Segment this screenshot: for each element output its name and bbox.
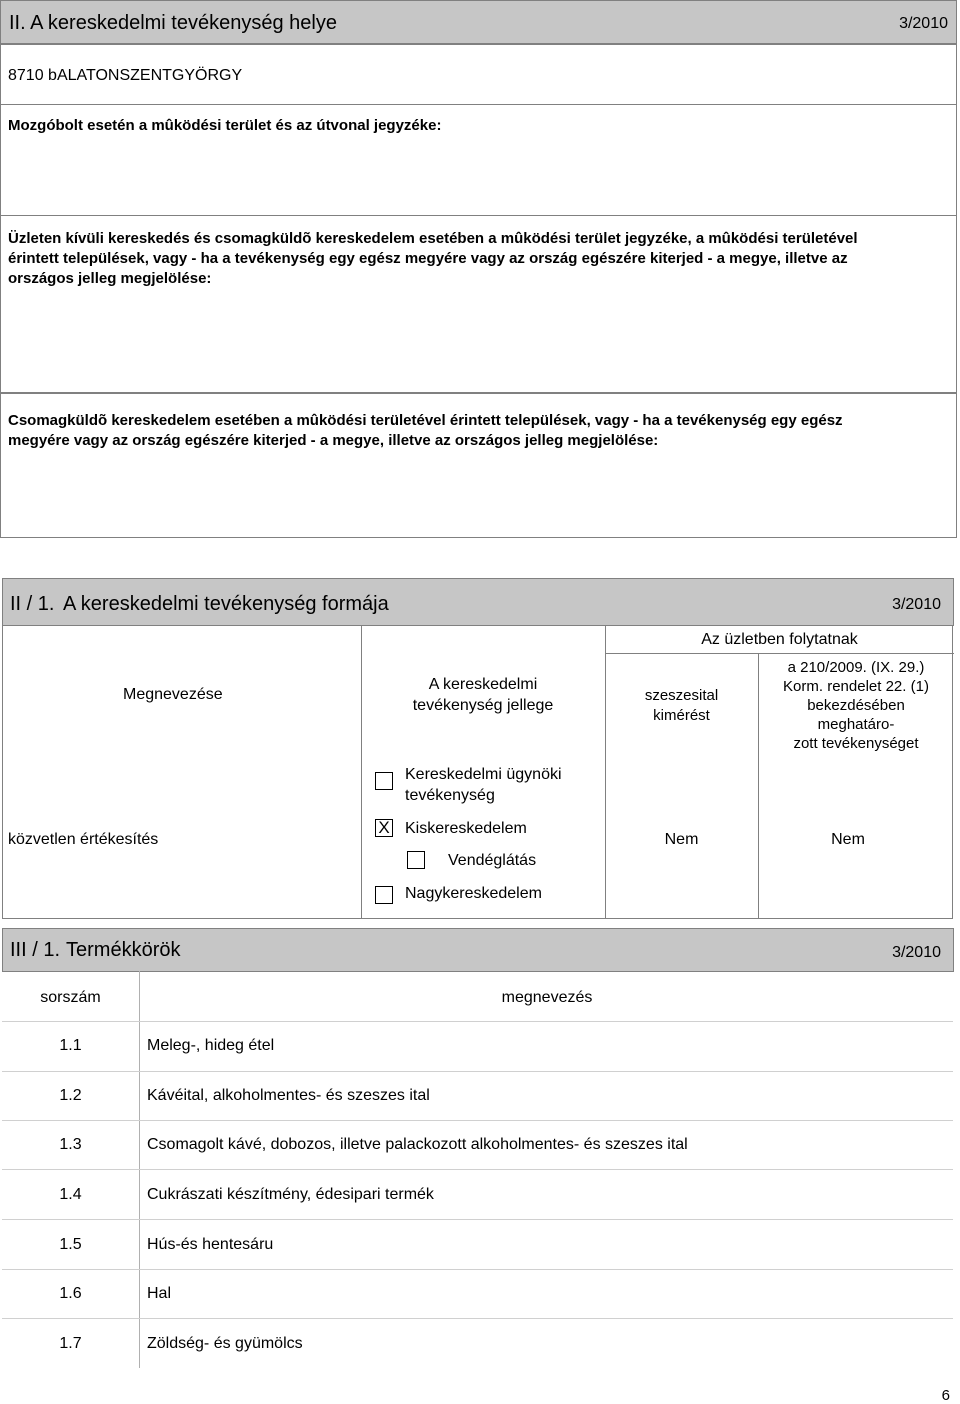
option-kiskereskedelem-label: Kiskereskedelem bbox=[405, 820, 527, 837]
row-name: Zöldség- és gyümölcs bbox=[147, 1335, 303, 1352]
row-number: 1.3 bbox=[59, 1136, 82, 1153]
divider bbox=[2, 1169, 953, 1170]
address-box bbox=[0, 44, 957, 106]
section-21-code: 3/2010 bbox=[892, 596, 941, 613]
checkbox-vendeglatas[interactable] bbox=[407, 851, 425, 869]
section-31-header bbox=[2, 928, 954, 972]
mozgobolt-label: Mozgóbolt esetén a mûködési terület és az útvonal jegyzéke: bbox=[8, 117, 442, 134]
row-name: Hal bbox=[147, 1285, 172, 1302]
divider bbox=[605, 653, 954, 654]
row-name: Meleg-, hideg étel bbox=[147, 1037, 275, 1054]
row-number: 1.6 bbox=[59, 1285, 82, 1302]
section-2-code: 3/2010 bbox=[899, 15, 948, 32]
divider bbox=[361, 626, 362, 919]
row-name: Cukrászati készítmény, édesipari termék bbox=[147, 1186, 434, 1203]
row-megnevezes: közvetlen értékesítés bbox=[8, 831, 159, 848]
col-header-sorszam: sorszám bbox=[40, 989, 101, 1006]
col-header-megnevezes: Megnevezése bbox=[123, 686, 223, 703]
uzleten-kivuli-label: Üzleten kívüli kereskedés és csomagküldõ kereskedelem esetében a mûködési terület jegyzéke, a mûködési területével érintett települések, vagy - ha a tevékenység egy egész megyére vagy az ország egészére kiterjed - a megye, illetve az országos jelleg megjelölése: bbox=[8, 230, 858, 287]
col-header-uzletben: Az üzletben folytatnak bbox=[701, 631, 858, 648]
divider bbox=[2, 1021, 953, 1022]
row-number: 1.2 bbox=[59, 1087, 82, 1104]
row-name: Hús-és hentesáru bbox=[147, 1236, 274, 1253]
page-number: 6 bbox=[941, 1387, 950, 1404]
col-header-megnevezes-termek: megnevezés bbox=[501, 989, 593, 1006]
section-2-header bbox=[0, 0, 957, 44]
section-2-title: II. A kereskedelmi tevékenység helye bbox=[9, 12, 337, 34]
row-name: Kávéital, alkoholmentes- és szeszes ital bbox=[147, 1087, 430, 1104]
divider bbox=[2, 1120, 953, 1121]
checkbox-nagykereskedelem[interactable] bbox=[375, 886, 393, 904]
divider bbox=[2, 1269, 953, 1270]
section-31-code: 3/2010 bbox=[892, 944, 941, 961]
row-szeszes-value: Nem bbox=[664, 831, 699, 848]
mozgobolt-box bbox=[0, 104, 957, 216]
row-rendelet-value: Nem bbox=[831, 831, 865, 848]
divider bbox=[605, 626, 606, 919]
option-vendeglatas-label: Vendéglátás bbox=[448, 852, 537, 869]
row-number: 1.4 bbox=[59, 1186, 82, 1203]
section-21-title: A kereskedelmi tevékenység formája bbox=[63, 593, 389, 615]
row-name: Csomagolt kávé, dobozos, illetve palackozott alkoholmentes- és szeszes ital bbox=[147, 1136, 688, 1153]
col-header-szeszes: szeszesital kimérést bbox=[644, 687, 719, 724]
divider bbox=[2, 1318, 953, 1319]
form-table bbox=[2, 625, 953, 919]
section-21-header bbox=[2, 578, 954, 626]
option-kereskedelmi-ugynoki-label: Kereskedelmi ügynöki tevékenység bbox=[405, 766, 562, 804]
row-number: 1.1 bbox=[59, 1037, 82, 1054]
csomagkuldo-label: Csomagküldõ kereskedelem esetében a mûködési területével érintett települések, vagy - ha a tevékenység egy egész megyére vagy az ország egészére kiterjed - a megye, illetve az országos jelleg megjelölése: bbox=[8, 412, 843, 449]
col-header-rendelet: a 210/2009. (IX. 29.) Korm. rendelet 22. (1) bekezdésében meghatáro- zott tevékenységet bbox=[783, 659, 929, 752]
csomagkuldo-box bbox=[0, 393, 957, 538]
products-table bbox=[2, 971, 953, 1368]
col-header-jelleg: A kereskedelmi tevékenység jellege bbox=[412, 676, 554, 714]
divider bbox=[2, 1219, 953, 1220]
divider bbox=[2, 1071, 953, 1072]
section-31-prefix: III / 1. bbox=[10, 939, 61, 961]
row-number: 1.5 bbox=[59, 1236, 82, 1253]
uzleten-kivuli-box bbox=[0, 215, 957, 393]
section-21-prefix: II / 1. bbox=[10, 593, 55, 615]
row-number: 1.7 bbox=[59, 1335, 82, 1352]
checkbox-kiskereskedelem[interactable]: X bbox=[375, 819, 393, 837]
option-nagykereskedelem-label: Nagykereskedelem bbox=[405, 885, 542, 902]
address-value: 8710 bALATONSZENTGYÖRGY bbox=[8, 67, 243, 84]
checkbox-kereskedelmi-ugynoki[interactable] bbox=[375, 772, 393, 790]
section-31-title: Termékkörök bbox=[66, 939, 181, 961]
